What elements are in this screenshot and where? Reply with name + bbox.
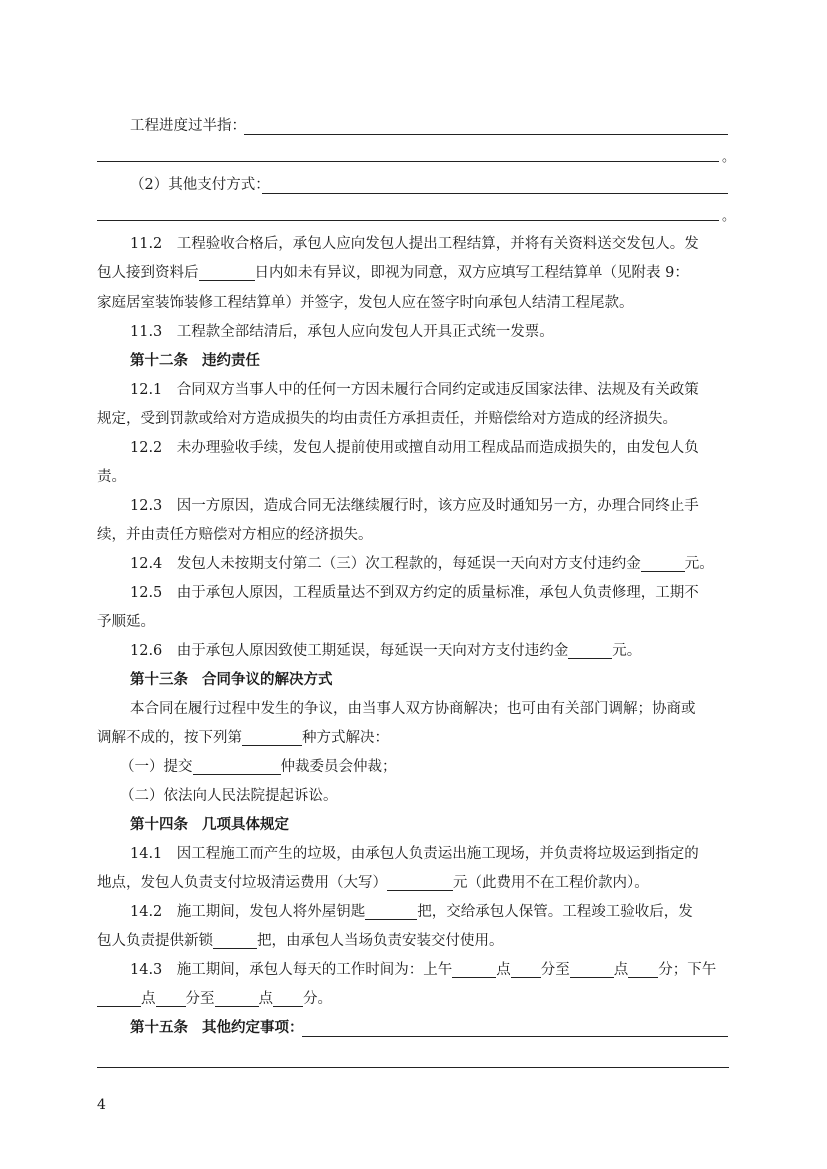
clause-12-5-line2 (97, 607, 729, 637)
clause-text: 把，交给承包人保管。工程竣工验收后，发 (417, 904, 693, 920)
clause-text: 点 (258, 991, 273, 1007)
clause-text: 把，由承包人当场负责安装交付使用。 (257, 933, 504, 949)
pm-start-hour-blank[interactable] (97, 988, 141, 1007)
other-payment-blank-line2[interactable] (97, 219, 719, 221)
clause-text: 11.2 工程验收合格后，承包人应向发包人提出工程结算，并将有关资料送交发包人。发 (130, 236, 699, 252)
clause-text: 点 (141, 991, 156, 1007)
clause-text: （一）提交 (120, 759, 193, 775)
article-title: 其他约定事项： (202, 1019, 304, 1036)
clause-13-option-1 (120, 752, 752, 782)
end-mark: 。 (722, 150, 736, 165)
clause-text: 分至 (185, 991, 215, 1007)
am-start-minute-blank[interactable] (511, 959, 541, 978)
clause-text: 12.5 由于承包人原因，工程质量达不到双方约定的质量标准，承包人负责修理，工期不 (130, 585, 699, 601)
end-mark: 。 (722, 209, 736, 224)
article-number: 第十四条 (130, 816, 188, 833)
am-end-hour-blank[interactable] (570, 959, 614, 978)
clause-text: 种方式解决： (302, 730, 389, 746)
clause-12-6 (130, 636, 729, 666)
arbitration-commission-blank[interactable] (193, 756, 281, 775)
clause-text: 分。 (303, 991, 332, 1007)
clause-text: 点 (496, 962, 511, 978)
days-blank[interactable] (199, 262, 255, 281)
clause-text: 包人接到资料后 (97, 265, 199, 281)
clause-text: 11.3 工程款全部结清后，承包人应向发包人开具正式统一发票。 (130, 324, 554, 340)
clause-text: 续，并由责任方赔偿对方相应的经济损失。 (97, 527, 373, 543)
clause-text: （二）依法向人民法院提起诉讼。 (120, 788, 338, 804)
clause-text: 元。 (684, 556, 714, 572)
clause-text: 家庭居室装饰装修工程结算单）并签字，发包人应在签字时向承包人结清工程尾款。 (97, 295, 634, 311)
article-13-heading (130, 665, 729, 695)
penalty-amount-blank[interactable] (641, 553, 685, 572)
clause-text: 调解不成的，按下列第 (97, 730, 242, 746)
clause-11-3 (130, 317, 729, 347)
clause-14-1-line2 (97, 868, 729, 898)
clause-13-line1 (130, 694, 729, 724)
clause-14-3-line1 (130, 955, 729, 985)
am-end-minute-blank[interactable] (628, 959, 658, 978)
clause-14-2-line2 (97, 926, 729, 956)
article-title: 几项具体规定 (202, 816, 289, 833)
clause-11-2-line1 (130, 229, 729, 259)
other-terms-blank[interactable] (302, 1018, 728, 1037)
article-title: 违约责任 (202, 352, 260, 369)
clause-11-2-line3 (97, 288, 729, 318)
clause-13-option-2 (120, 781, 752, 811)
clause-11-2-line2 (97, 258, 729, 288)
clause-14-2-line1 (130, 897, 729, 927)
clause-12-2-line2 (97, 462, 729, 492)
clause-12-2-line1 (130, 433, 729, 463)
clause-text: 地点，发包人负责支付垃圾清运费用（大写） (97, 875, 387, 891)
clause-text: 12.3 因一方原因，造成合同无法继续履行时，该方应及时通知另一方，办理合同终止手 (130, 498, 699, 514)
pm-start-minute-blank[interactable] (156, 988, 186, 1007)
pm-end-hour-blank[interactable] (215, 988, 259, 1007)
clause-text: 12.1 合同双方当事人中的任何一方因未履行合同约定或违反国家法律、法规及有关政策 (130, 382, 699, 398)
article-number: 第十五条 (130, 1019, 188, 1036)
progress-half-blank-line2[interactable] (97, 160, 719, 162)
clause-text: 规定，受到罚款或给对方造成损失的均由责任方承担责任，并赔偿给对方造成的经济损失。 (97, 411, 677, 427)
article-number: 第十二条 (130, 352, 188, 369)
clause-12-1-line2 (97, 404, 729, 434)
clause-text: 予顺延。 (97, 614, 155, 630)
clause-text: 12.4 发包人未按期支付第二（三）次工程款的，每延误一天向对方支付违约金 (130, 556, 641, 572)
other-payment-label: （2）其他支付方式： (130, 177, 270, 193)
resolution-choice-blank[interactable] (242, 727, 302, 746)
clause-text: 责。 (97, 469, 126, 485)
clause-12-4 (130, 549, 729, 579)
clause-12-5-line1 (130, 578, 729, 608)
clause-12-3-line1 (130, 491, 729, 521)
clause-text: 分至 (540, 962, 570, 978)
clause-12-1-line1 (130, 375, 729, 405)
clause-text: 14.3 施工期间，承包人每天的工作时间为：上午 (130, 962, 453, 978)
clause-13-line2 (97, 723, 729, 753)
clause-text: 元。 (612, 643, 642, 659)
clause-text: 仲裁委员会仲裁； (280, 759, 397, 775)
garbage-fee-blank[interactable] (387, 872, 453, 891)
clause-14-1-line1 (130, 839, 729, 869)
clause-text: 14.2 施工期间，发包人将外屋钥匙 (130, 904, 366, 920)
clause-text: 12.6 由于承包人原因致使工期延误，每延误一天向对方支付违约金 (130, 643, 569, 659)
am-start-hour-blank[interactable] (452, 959, 496, 978)
article-14-heading (130, 810, 729, 840)
article-title: 合同争议的解决方式 (202, 671, 333, 688)
article-12-heading (130, 346, 729, 376)
lock-count-blank[interactable] (213, 930, 257, 949)
clause-12-3-line2 (97, 520, 729, 550)
clause-text: 元（此费用不在工程价款内）。 (453, 875, 649, 891)
page-number: 4 (97, 1097, 106, 1113)
clause-text: 日内如未有异议，即视为同意，双方应填写工程结算单（见附表 9： (254, 265, 689, 281)
article-number: 第十三条 (130, 671, 188, 688)
clause-text: 分；下午 (658, 962, 717, 978)
other-terms-blank-line2[interactable] (97, 1066, 729, 1068)
clause-text: 点 (613, 962, 629, 978)
key-count-blank[interactable] (365, 901, 417, 920)
pm-end-minute-blank[interactable] (273, 988, 303, 1007)
progress-half-blank[interactable] (244, 116, 728, 135)
clause-text: 包人负责提供新锁 (97, 933, 213, 949)
clause-text: 本合同在履行过程中发生的争议，由当事人双方协商解决；也可由有关部门调解；协商或 (130, 701, 696, 717)
other-payment-blank[interactable] (262, 175, 728, 194)
delay-penalty-blank[interactable] (568, 640, 612, 659)
clause-text: 12.2 未办理验收手续，发包人提前使用或擅自动用工程成品而造成损失的，由发包人负 (130, 440, 699, 456)
clause-14-3-line2 (97, 984, 729, 1014)
progress-half-label: 工程进度过半指： (130, 118, 246, 134)
clause-text: 14.1 因工程施工而产生的垃圾，由承包人负责运出施工现场，并负责将垃圾运到指定的 (130, 846, 699, 862)
